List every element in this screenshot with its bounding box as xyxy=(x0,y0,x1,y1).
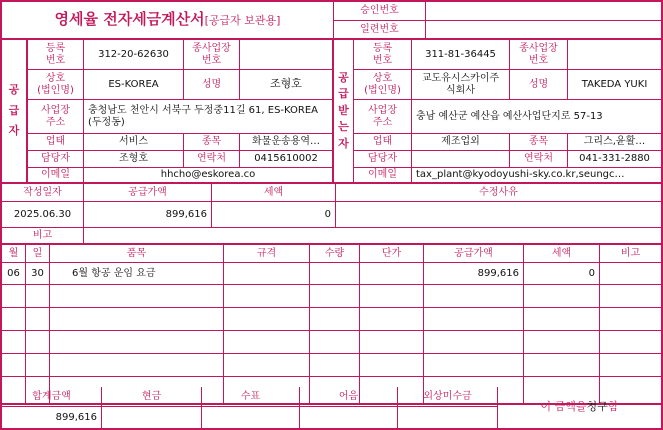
supplier-addr-label: 사업장 주소 xyxy=(28,100,84,134)
item-day-cell xyxy=(26,331,50,354)
subtitle-text: [공급자 보관용] xyxy=(204,14,281,28)
col-tax: 세액 xyxy=(524,245,600,263)
supplier-manager-label: 담당자 xyxy=(28,151,84,168)
item-spec-cell xyxy=(224,308,310,331)
supplier-tel: 0415610002 xyxy=(240,151,334,168)
item-name-cell xyxy=(50,354,224,377)
buyer-addr: 충남 예산군 예산읍 예산사업단지로 57-13 xyxy=(412,100,661,134)
item-qty-cell xyxy=(310,331,360,354)
col-note: 비고 xyxy=(600,245,661,263)
buyer-reg-no: 311-81-36445 xyxy=(412,40,510,70)
col-day: 일 xyxy=(26,245,50,263)
item-note-cell xyxy=(600,285,661,308)
supplier-item: 화물운송용역… xyxy=(240,134,334,151)
buyer-addr-label: 사업장 주소 xyxy=(354,100,412,134)
item-spec-cell xyxy=(224,331,310,354)
supplier-email-label: 이메일 xyxy=(28,168,84,184)
supplier-reg-label: 등록 번호 xyxy=(28,40,84,70)
item-tax-cell xyxy=(524,331,600,354)
item-note-cell xyxy=(600,354,661,377)
buyer-email-label: 이메일 xyxy=(354,168,412,184)
item-name-cell xyxy=(50,308,224,331)
item-name-cell xyxy=(50,331,224,354)
buyer-biz: 제조업외 xyxy=(412,134,510,151)
item-spec-cell xyxy=(224,263,310,285)
supplier-tel-label: 연락처 xyxy=(184,151,240,168)
cash-amount xyxy=(102,407,202,428)
item-spec-cell xyxy=(224,285,310,308)
col-month: 월 xyxy=(2,245,26,263)
buyer-tel-label: 연락처 xyxy=(510,151,568,168)
col-qty: 수량 xyxy=(310,245,360,263)
item-supply-cell xyxy=(424,354,524,377)
col-supply: 공급가액 xyxy=(424,245,524,263)
item-price-cell xyxy=(360,331,424,354)
bill-label: 어음 xyxy=(300,387,398,407)
item-qty-cell xyxy=(310,263,360,285)
summary-tax: 0 xyxy=(212,202,336,228)
item-month-cell xyxy=(2,354,26,377)
item-day-cell xyxy=(26,308,50,331)
item-supply-cell xyxy=(424,285,524,308)
supply-label: 공급가액 xyxy=(84,184,212,202)
buyer-item-label: 종목 xyxy=(510,134,568,151)
item-price-cell xyxy=(360,354,424,377)
item-price-cell xyxy=(360,263,424,285)
supplier-biz-label: 업태 xyxy=(28,134,84,151)
summary-note xyxy=(84,228,661,245)
supplier-manager: 조형호 xyxy=(84,151,184,168)
item-qty-cell xyxy=(310,308,360,331)
buyer-reg-label: 등록 번호 xyxy=(354,40,412,70)
buyer-side-label: 공 급 받 는 자 xyxy=(334,40,354,184)
item-name-cell xyxy=(50,285,224,308)
issue-date: 2025.06.30 xyxy=(2,202,84,228)
summary-supply: 899,616 xyxy=(84,202,212,228)
item-day-cell xyxy=(26,354,50,377)
supplier-branch-no xyxy=(240,40,334,70)
supplier-rep-label: 성명 xyxy=(184,70,240,100)
item-tax-cell xyxy=(524,354,600,377)
serial-value xyxy=(426,21,661,40)
item-price-cell xyxy=(360,285,424,308)
title-text: 영세율 전자세금계산서 xyxy=(54,10,205,29)
supplier-biz: 서비스 xyxy=(84,134,184,151)
item-spec-cell xyxy=(224,354,310,377)
item-supply-cell xyxy=(424,331,524,354)
buyer-name: 교도유시스카이주식회사 xyxy=(412,70,510,100)
item-day-cell: 30 xyxy=(26,263,50,285)
approval-label: 승인번호 xyxy=(334,2,426,21)
summary-reason xyxy=(336,202,661,228)
buyer-email: tax_plant@kyodoyushi-sky.co.kr,seungc… xyxy=(412,168,661,184)
buyer-biz-label: 업태 xyxy=(354,134,412,151)
bill-amount xyxy=(300,407,398,428)
claim-statement: 이 금액을 청구 함 xyxy=(540,400,619,414)
col-item: 품목 xyxy=(50,245,224,263)
item-note-cell xyxy=(600,331,661,354)
supplier-reg-no: 312-20-62630 xyxy=(84,40,184,70)
item-tax-cell: 0 xyxy=(524,263,600,285)
item-supply-cell: 899,616 xyxy=(424,263,524,285)
col-spec: 규격 xyxy=(224,245,310,263)
col-price: 단가 xyxy=(360,245,424,263)
item-note-cell xyxy=(600,263,661,285)
buyer-branch-no xyxy=(568,40,661,70)
supplier-addr: 충청남도 천안시 서북구 두정중11길 61, ES-KOREA (두정동) xyxy=(84,100,334,134)
item-name-cell: 6월 항공 운임 요금 xyxy=(50,263,224,285)
item-month-cell xyxy=(2,308,26,331)
buyer-rep-label: 성명 xyxy=(510,70,568,100)
buyer-tel: 041-331-2880 xyxy=(568,151,661,168)
check-label: 수표 xyxy=(202,387,300,407)
supplier-branch-label: 종사업장 번호 xyxy=(184,40,240,70)
buyer-manager xyxy=(412,151,510,168)
item-qty-cell xyxy=(310,285,360,308)
item-price-cell xyxy=(360,308,424,331)
buyer-manager-label: 담당자 xyxy=(354,151,412,168)
item-qty-cell xyxy=(310,354,360,377)
invoice-title xyxy=(2,2,334,40)
total-label: 합계금액 xyxy=(2,387,102,407)
buyer-item: 그리스,윤활… xyxy=(568,134,661,151)
item-day-cell xyxy=(26,285,50,308)
check-amount xyxy=(202,407,300,428)
item-month-cell xyxy=(2,285,26,308)
supplier-name: ES-KOREA xyxy=(84,70,184,100)
supplier-side-label: 공 급 자 xyxy=(2,40,28,184)
item-note-cell xyxy=(600,308,661,331)
item-tax-cell xyxy=(524,285,600,308)
credit-label: 외상미수금 xyxy=(398,387,498,407)
reason-label: 수정사유 xyxy=(336,184,661,202)
total-amount: 899,616 xyxy=(2,407,102,428)
tax-label: 세액 xyxy=(212,184,336,202)
supplier-item-label: 종목 xyxy=(184,134,240,151)
item-month-cell xyxy=(2,331,26,354)
supplier-name-label: 상호 (법인명) xyxy=(28,70,84,100)
buyer-name-label: 상호 (법인명) xyxy=(354,70,412,100)
item-supply-cell xyxy=(424,308,524,331)
approval-value xyxy=(426,2,661,21)
credit-amount xyxy=(398,407,498,428)
date-label: 작성일자 xyxy=(2,184,84,202)
buyer-rep: TAKEDA YUKI xyxy=(568,70,661,100)
serial-label: 일련번호 xyxy=(334,21,426,40)
item-tax-cell xyxy=(524,308,600,331)
supplier-rep: 조형호 xyxy=(240,70,334,100)
item-month-cell: 06 xyxy=(2,263,26,285)
buyer-branch-label: 종사업장 번호 xyxy=(510,40,568,70)
supplier-email: hhcho@eskorea.co xyxy=(84,168,334,184)
cash-label: 현금 xyxy=(102,387,202,407)
note-label: 비고 xyxy=(2,228,84,245)
